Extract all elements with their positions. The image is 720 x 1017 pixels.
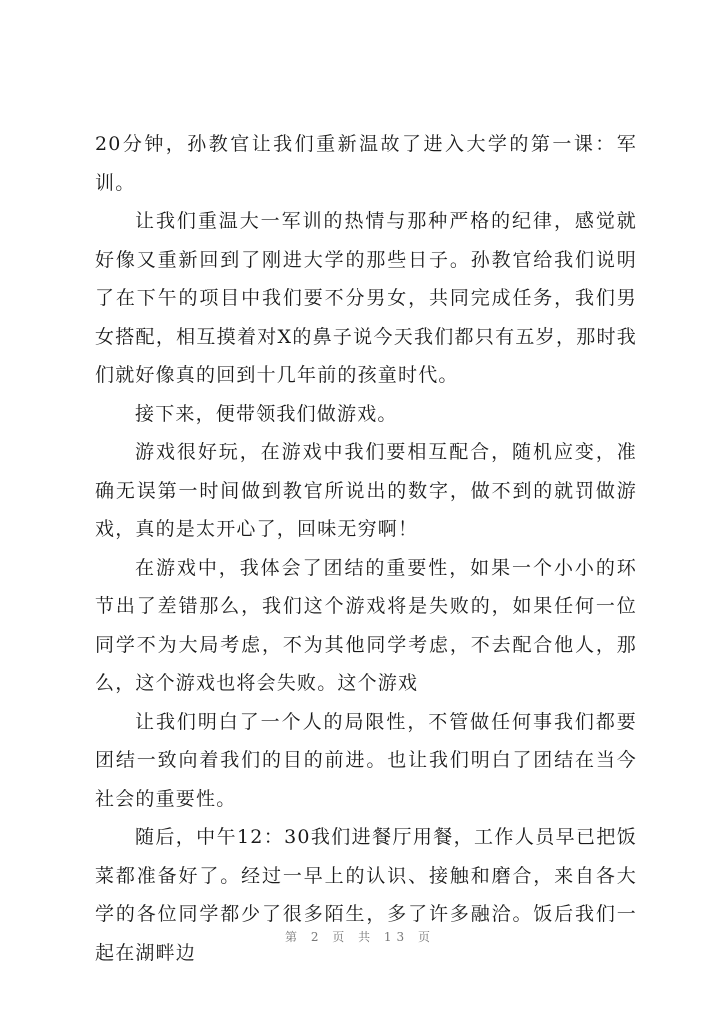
paragraph-7: 随后，中午12：30我们进餐厅用餐，工作人员早已把饭菜都准备好了。经过一早上的认识、接触和磨合，来自各大学的各位同学都少了很多陌生，多了许多融洽。饭后我们一起在湖畔边 <box>95 826 637 964</box>
page-number-footer: 第 2 页 共 13 页 <box>285 930 435 944</box>
paragraph-4: 游戏很好玩，在游戏中我们要相互配合，随机应变，准确无误第一时间做到教官所说出的数字，做不到的就罚做游戏，真的是太开心了，回味无穷啊！ <box>95 441 637 540</box>
paragraph-2: 让我们重温大一军训的热情与那种严格的纪律，感觉就好像又重新回到了刚进大学的那些日子。孙教官给我们说明了在下午的项目中我们要不分男女，共同完成任务，我们男女搭配，相互摸着对X的鼻子说今天我们都只有五岁，那时我们就好像真的回到十几年前的孩童时代。 <box>95 210 637 386</box>
paragraph-6: 让我们明白了一个人的局限性，不管做任何事我们都要团结一致向着我们的目的前进。也让我们明白了团结在当今社会的重要性。 <box>95 710 637 810</box>
paragraph-5: 在游戏中，我体会了团结的重要性，如果一个小小的环节出了差错那么，我们这个游戏将是失败的，如果任何一位同学不为大局考虑，不为其他同学考虑，不去配合他人，那么，这个游戏也将会失败。这个游戏 <box>95 556 637 694</box>
paragraph-3: 接下来，便带领我们做游戏。 <box>135 402 398 425</box>
paragraph-1: 20分钟，孙教官让我们重新温故了进入大学的第一课：军训。 <box>95 133 637 194</box>
body-text <box>95 125 637 972</box>
